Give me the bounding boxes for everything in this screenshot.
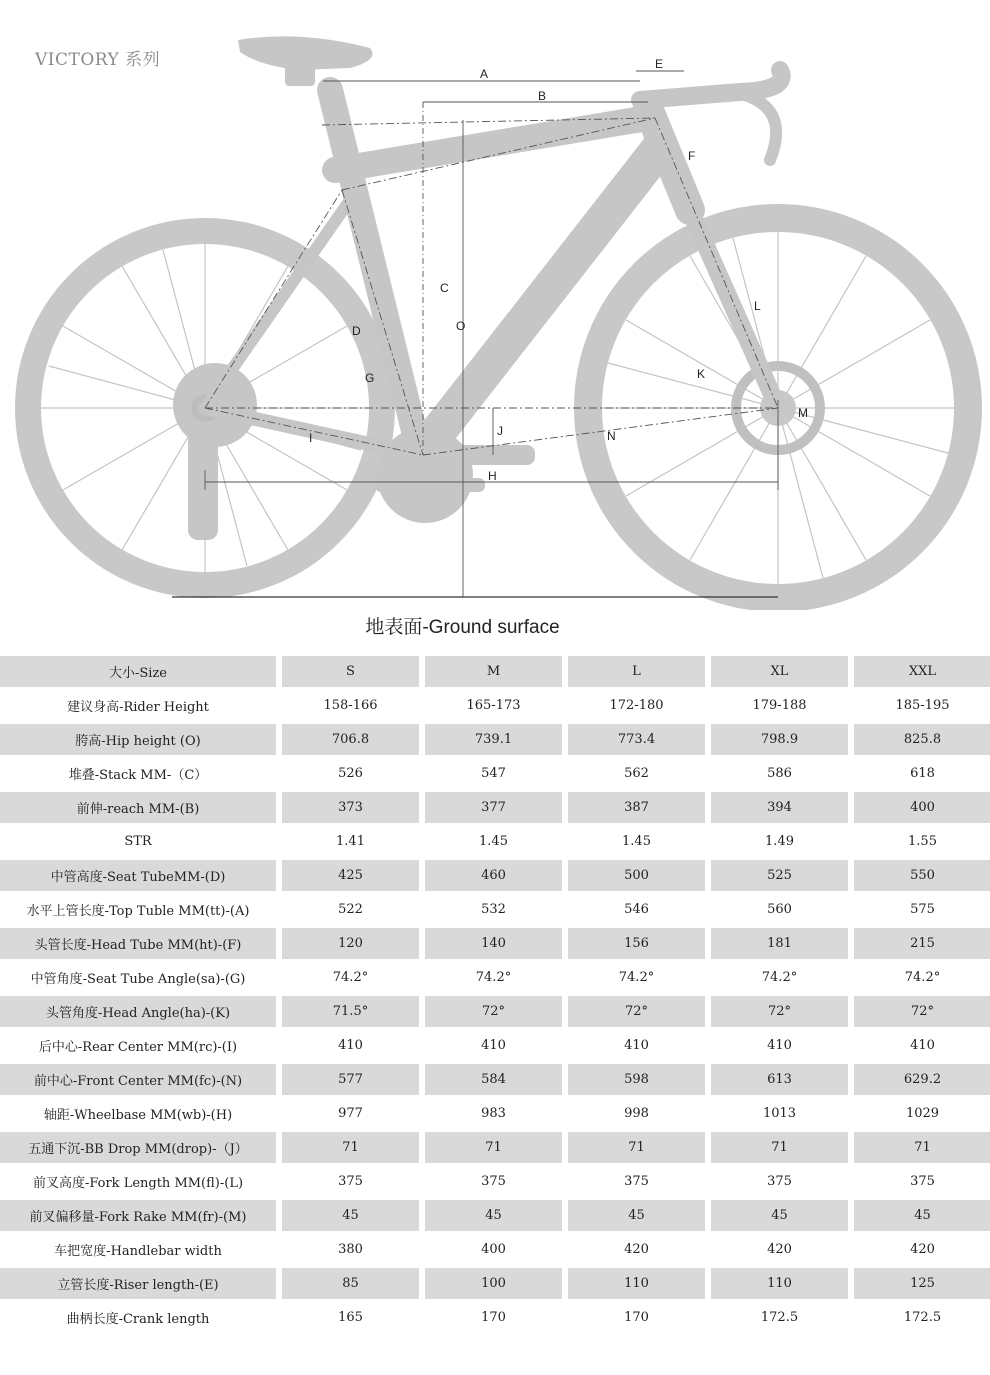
dim-label-l: L xyxy=(754,299,761,313)
dim-label-k: K xyxy=(697,367,706,381)
table-row xyxy=(0,724,990,755)
size-value-cell: 74.2° xyxy=(904,970,941,985)
size-value-cell: 1029 xyxy=(905,1106,940,1121)
table-row xyxy=(0,894,990,925)
table-row xyxy=(0,1234,990,1265)
table-row xyxy=(0,860,990,891)
dim-label-i: I xyxy=(309,431,313,445)
size-value-cell: 158-166 xyxy=(323,698,378,713)
size-value-cell: 377 xyxy=(425,792,562,823)
size-value-cell: 45 xyxy=(282,1200,419,1231)
size-value-cell: 125 xyxy=(854,1268,990,1299)
dim-label-j: J xyxy=(497,424,503,438)
geometry-table-body xyxy=(0,656,990,1333)
size-value-cell: 977 xyxy=(338,1106,363,1121)
geometry-table xyxy=(0,653,990,1336)
size-value-cell: 375 xyxy=(338,1174,363,1189)
size-value-cell: 410 xyxy=(481,1038,506,1053)
table-row xyxy=(0,1030,990,1061)
size-value-cell: 410 xyxy=(767,1038,792,1053)
size-value-cell: 525 xyxy=(711,860,848,891)
size-value-cell: 629.2 xyxy=(854,1064,990,1095)
size-value-cell: 394 xyxy=(711,792,848,823)
table-row xyxy=(0,690,990,721)
size-value-cell: 72° xyxy=(854,996,990,1027)
size-value-cell: 1.49 xyxy=(765,834,794,849)
size-value-cell: 420 xyxy=(910,1242,935,1257)
row-label-cell: 头管长度-Head Tube MM(ht)-(F) xyxy=(0,928,276,959)
dim-label-m: M xyxy=(798,406,808,420)
size-value-cell: 45 xyxy=(854,1200,990,1231)
size-value-cell: 584 xyxy=(425,1064,562,1095)
size-value-cell: 179-188 xyxy=(752,698,807,713)
table-row xyxy=(0,928,990,959)
row-label-cell: 建议身高-Rider Height xyxy=(67,700,209,715)
row-label-cell: 大小-Size xyxy=(0,656,276,687)
dim-label-f: F xyxy=(688,149,696,163)
size-value-cell: 1.45 xyxy=(622,834,651,849)
size-value-cell: 172-180 xyxy=(609,698,664,713)
row-label-cell: 轴距-Wheelbase MM(wb)-(H) xyxy=(43,1108,233,1123)
dim-label-o: O xyxy=(456,319,466,333)
row-label-cell: 前中心-Front Center MM(fc)-(N) xyxy=(0,1064,276,1095)
size-value-cell: 100 xyxy=(425,1268,562,1299)
size-value-cell: 598 xyxy=(568,1064,705,1095)
table-row xyxy=(0,758,990,789)
row-label-cell: 五通下沉-BB Drop MM(drop)-（J） xyxy=(0,1132,276,1163)
size-value-cell: 410 xyxy=(624,1038,649,1053)
size-value-cell: 74.2° xyxy=(618,970,655,985)
table-row xyxy=(0,1064,990,1095)
dim-label-n: N xyxy=(607,429,616,443)
size-value-cell: 45 xyxy=(425,1200,562,1231)
size-value-cell: 165 xyxy=(338,1310,363,1325)
dim-label-d: D xyxy=(352,324,361,338)
row-label-cell: 头管角度-Head Angle(ha)-(K) xyxy=(0,996,276,1027)
size-value-cell: 156 xyxy=(568,928,705,959)
row-label-cell: 中管高度-Seat TubeMM-(D) xyxy=(0,860,276,891)
size-value-cell: 110 xyxy=(568,1268,705,1299)
table-row xyxy=(0,1302,990,1333)
size-value-cell: 375 xyxy=(481,1174,506,1189)
size-value-cell: 526 xyxy=(338,766,363,781)
size-value-cell: 577 xyxy=(282,1064,419,1095)
size-value-cell: 1.55 xyxy=(908,834,937,849)
size-value-cell: 215 xyxy=(854,928,990,959)
row-label-cell: 立管长度-Riser length-(E) xyxy=(0,1268,276,1299)
size-value-cell: 739.1 xyxy=(425,724,562,755)
size-value-cell: 400 xyxy=(481,1242,506,1257)
crankset xyxy=(375,427,535,523)
bike-geometry-diagram xyxy=(0,30,990,610)
size-value-cell: 983 xyxy=(481,1106,506,1121)
size-value-cell: 546 xyxy=(624,902,649,917)
table-row xyxy=(0,962,990,993)
size-value-cell: 410 xyxy=(338,1038,363,1053)
size-value-cell: 998 xyxy=(624,1106,649,1121)
frame xyxy=(205,90,778,455)
table-row xyxy=(0,996,990,1027)
size-value-cell: 500 xyxy=(568,860,705,891)
size-value-cell: 45 xyxy=(711,1200,848,1231)
size-value-cell: 140 xyxy=(425,928,562,959)
size-value-cell: 387 xyxy=(568,792,705,823)
size-value-cell: 373 xyxy=(282,792,419,823)
size-value-cell: 375 xyxy=(767,1174,792,1189)
size-value-cell: 71.5° xyxy=(282,996,419,1027)
table-row xyxy=(0,1166,990,1197)
size-value-cell: 420 xyxy=(624,1242,649,1257)
table-row xyxy=(0,1132,990,1163)
table-row xyxy=(0,826,990,857)
ground-caption: 地表面-Ground surface xyxy=(365,617,560,638)
row-label-cell: 水平上管长度-Top Tuble MM(tt)-(A) xyxy=(26,904,250,919)
size-value-cell: 825.8 xyxy=(854,724,990,755)
size-value-cell: 618 xyxy=(910,766,935,781)
size-value-cell: 460 xyxy=(425,860,562,891)
size-value-cell: L xyxy=(568,656,705,687)
row-label-cell: 前伸-reach MM-(B) xyxy=(0,792,276,823)
row-label-cell: 前叉高度-Fork Length MM(fl)-(L) xyxy=(32,1176,244,1191)
size-value-cell: 170 xyxy=(624,1310,649,1325)
size-value-cell: 400 xyxy=(854,792,990,823)
row-label-cell: 胯高-Hip height (O) xyxy=(0,724,276,755)
size-value-cell: 1.41 xyxy=(336,834,365,849)
size-value-cell: 172.5 xyxy=(903,1310,942,1325)
size-value-cell: 181 xyxy=(711,928,848,959)
table-header-row xyxy=(0,656,990,687)
size-value-cell: 410 xyxy=(910,1038,935,1053)
size-value-cell: 120 xyxy=(282,928,419,959)
size-value-cell: XL xyxy=(711,656,848,687)
dim-label-e: E xyxy=(655,57,664,71)
size-value-cell: S xyxy=(282,656,419,687)
table-row xyxy=(0,1098,990,1129)
size-value-cell: 71 xyxy=(854,1132,990,1163)
dim-label-a: A xyxy=(480,67,489,81)
size-value-cell: 560 xyxy=(767,902,792,917)
size-value-cell: 71 xyxy=(282,1132,419,1163)
size-value-cell: 773.4 xyxy=(568,724,705,755)
size-value-cell: 72° xyxy=(568,996,705,1027)
size-value-cell: 613 xyxy=(711,1064,848,1095)
size-value-cell: 45 xyxy=(568,1200,705,1231)
size-value-cell: 71 xyxy=(568,1132,705,1163)
table-row xyxy=(0,1268,990,1299)
size-value-cell: XXL xyxy=(854,656,990,687)
size-value-cell: 375 xyxy=(624,1174,649,1189)
row-label-cell: 前叉偏移量-Fork Rake MM(fr)-(M) xyxy=(0,1200,276,1231)
size-value-cell: 380 xyxy=(338,1242,363,1257)
size-value-cell: 1013 xyxy=(762,1106,797,1121)
row-label-cell: 曲柄长度-Crank length xyxy=(66,1312,210,1327)
size-value-cell: 172.5 xyxy=(760,1310,799,1325)
size-value-cell: 575 xyxy=(910,902,935,917)
size-value-cell: 170 xyxy=(481,1310,506,1325)
size-value-cell: M xyxy=(425,656,562,687)
size-value-cell: 547 xyxy=(481,766,506,781)
size-value-cell: 74.2° xyxy=(475,970,512,985)
size-value-cell: 72° xyxy=(711,996,848,1027)
size-value-cell: 185-195 xyxy=(895,698,950,713)
size-value-cell: 798.9 xyxy=(711,724,848,755)
size-value-cell: 74.2° xyxy=(761,970,798,985)
size-value-cell: 562 xyxy=(624,766,649,781)
size-value-cell: 71 xyxy=(711,1132,848,1163)
size-value-cell: 165-173 xyxy=(466,698,521,713)
dim-label-c: C xyxy=(440,281,449,295)
row-label-cell: 中管角度-Seat Tube Angle(sa)-(G) xyxy=(30,972,246,987)
size-value-cell: 550 xyxy=(854,860,990,891)
size-value-cell: 522 xyxy=(338,902,363,917)
row-label-cell: 后中心-Rear Center MM(rc)-(I) xyxy=(38,1040,238,1055)
dim-label-g: G xyxy=(365,371,375,385)
table-row xyxy=(0,792,990,823)
size-value-cell: 706.8 xyxy=(282,724,419,755)
size-value-cell: 85 xyxy=(282,1268,419,1299)
row-label-cell: STR xyxy=(124,834,152,849)
size-value-cell: 1.45 xyxy=(479,834,508,849)
series-title: VICTORY 系列 xyxy=(35,50,161,70)
size-value-cell: 532 xyxy=(481,902,506,917)
size-value-cell: 586 xyxy=(767,766,792,781)
size-value-cell: 74.2° xyxy=(332,970,369,985)
size-value-cell: 420 xyxy=(767,1242,792,1257)
size-value-cell: 425 xyxy=(282,860,419,891)
size-value-cell: 110 xyxy=(711,1268,848,1299)
size-value-cell: 72° xyxy=(425,996,562,1027)
size-value-cell: 375 xyxy=(910,1174,935,1189)
dim-label-h: H xyxy=(488,469,497,483)
dim-label-b: B xyxy=(538,89,547,103)
size-value-cell: 71 xyxy=(425,1132,562,1163)
table-row xyxy=(0,1200,990,1231)
saddle xyxy=(238,36,373,86)
row-label-cell: 堆叠-Stack MM-（C） xyxy=(68,768,208,783)
row-label-cell: 车把宽度-Handlebar width xyxy=(54,1244,222,1259)
